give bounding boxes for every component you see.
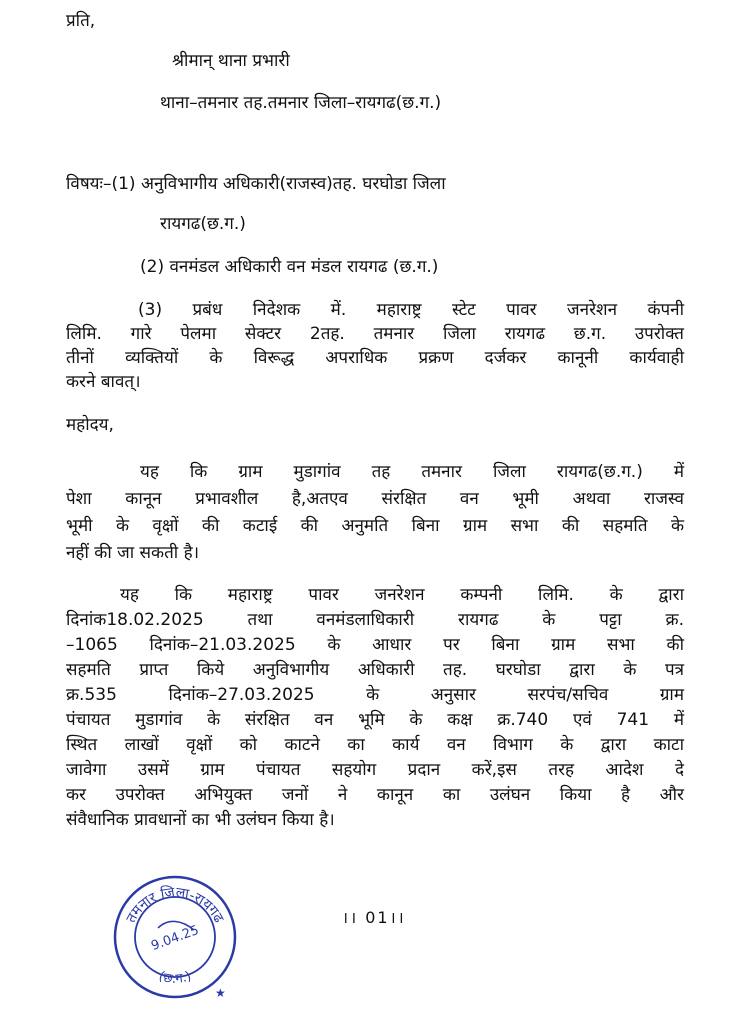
addressee-prefix: प्रति, (66, 11, 96, 31)
subject-item-2: (2) वनमंडल अधिकारी वन मंडल रायगढ (छ.ग.) (140, 257, 439, 277)
para2-line-1: यह कि महाराष्ट्र पावर जनरेशन कम्पनी लिमि. के द्वारा (120, 585, 684, 605)
para2-line-8: जावेगा उसमें ग्राम पंचायत सहयोग प्रदान करें,इस तरह आदेश दे (66, 760, 684, 780)
para2-line-6: पंचायत मुडागांव के संरक्षित वन भूमि के कक्ष क्र.740 एवं 741 में (66, 710, 684, 730)
subject-item-3-line-2: लिमि. गारे पेलमा सेक्टर 2तह. तमनार जिला रायगढ छ.ग. उपरोक्त (66, 324, 684, 344)
office-stamp (110, 872, 240, 1002)
para1-line-2: पेशा कानून प्रभावशील है,अतएव संरक्षित वन भूमी अथवा राजस्व (66, 489, 684, 509)
recipient-title: श्रीमान् थाना प्रभारी (172, 51, 290, 71)
para1-line-1: यह कि ग्राम मुडागांव तह तमनार जिला रायगढ(छ.ग.) में (140, 462, 684, 482)
subject-item-3-line-3: तीनों व्यक्तियों के विरूद्ध अपराधिक प्रक्रण दर्जकर कानूनी कार्यवाही (66, 348, 684, 368)
stamp-bottom-text: (छ.ग.) (156, 968, 194, 987)
para2-line-3: –1065 दिनांक–21.03.2025 के आधार पर बिना ग्राम सभा की (66, 635, 684, 655)
recipient-station: थाना–तमनार तह.तमनार जिला–रायगढ(छ.ग.) (160, 93, 442, 113)
subject-item-1-line-1: विषयः–(1) अनुविभागीय अधिकारी(राजस्व)तह. घरघोडा जिला (66, 174, 446, 194)
para2-line-4: सहमति प्राप्त किये अनुविभागीय अधिकारी तह. घरघोडा द्वारा के पत्र (66, 660, 684, 680)
stamp-star-icon: ★ (215, 986, 226, 1000)
page-number: ।। 01।। (342, 908, 406, 927)
stamp-date: 9.04.25 (149, 922, 202, 955)
subject-item-3-line-1: (3) प्रबंध निदेशक में. महाराष्ट्र स्टेट पावर जनरेशन कंपनी (138, 300, 684, 320)
para1-line-3: भूमी के वृक्षों की कटाई की अनुमति बिना ग्राम सभा की सहमति के (66, 516, 684, 536)
para2-line-9: कर उपरोक्त अभियुक्त जनों ने कानून का उलंघन किया है और (66, 785, 684, 805)
para2-line-5: क्र.535 दिनांक–27.03.2025 के अनुसार सरपंच/सचिव ग्राम (66, 685, 684, 705)
para1-line-4: नहीं की जा सकती है। (66, 543, 200, 563)
para2-line-2: दिनांक18.02.2025 तथा वनमंडलाधिकारी रायगढ के पट्टा क्र. (66, 610, 684, 630)
para2-line-10: संवैधानिक प्रावधानों का भी उलंघन किया है। (66, 810, 335, 830)
para2-line-7: स्थित लाखों वृक्षों को काटने का कार्य वन विभाग के द्वारा काटा (66, 735, 684, 755)
subject-item-3-line-4: करने बावत्। (66, 372, 141, 392)
stamp-top-text: तमनार जिला-रायगढ (123, 884, 227, 926)
salutation: महोदय, (66, 415, 114, 435)
subject-item-1-line-2: रायगढ(छ.ग.) (160, 214, 246, 234)
